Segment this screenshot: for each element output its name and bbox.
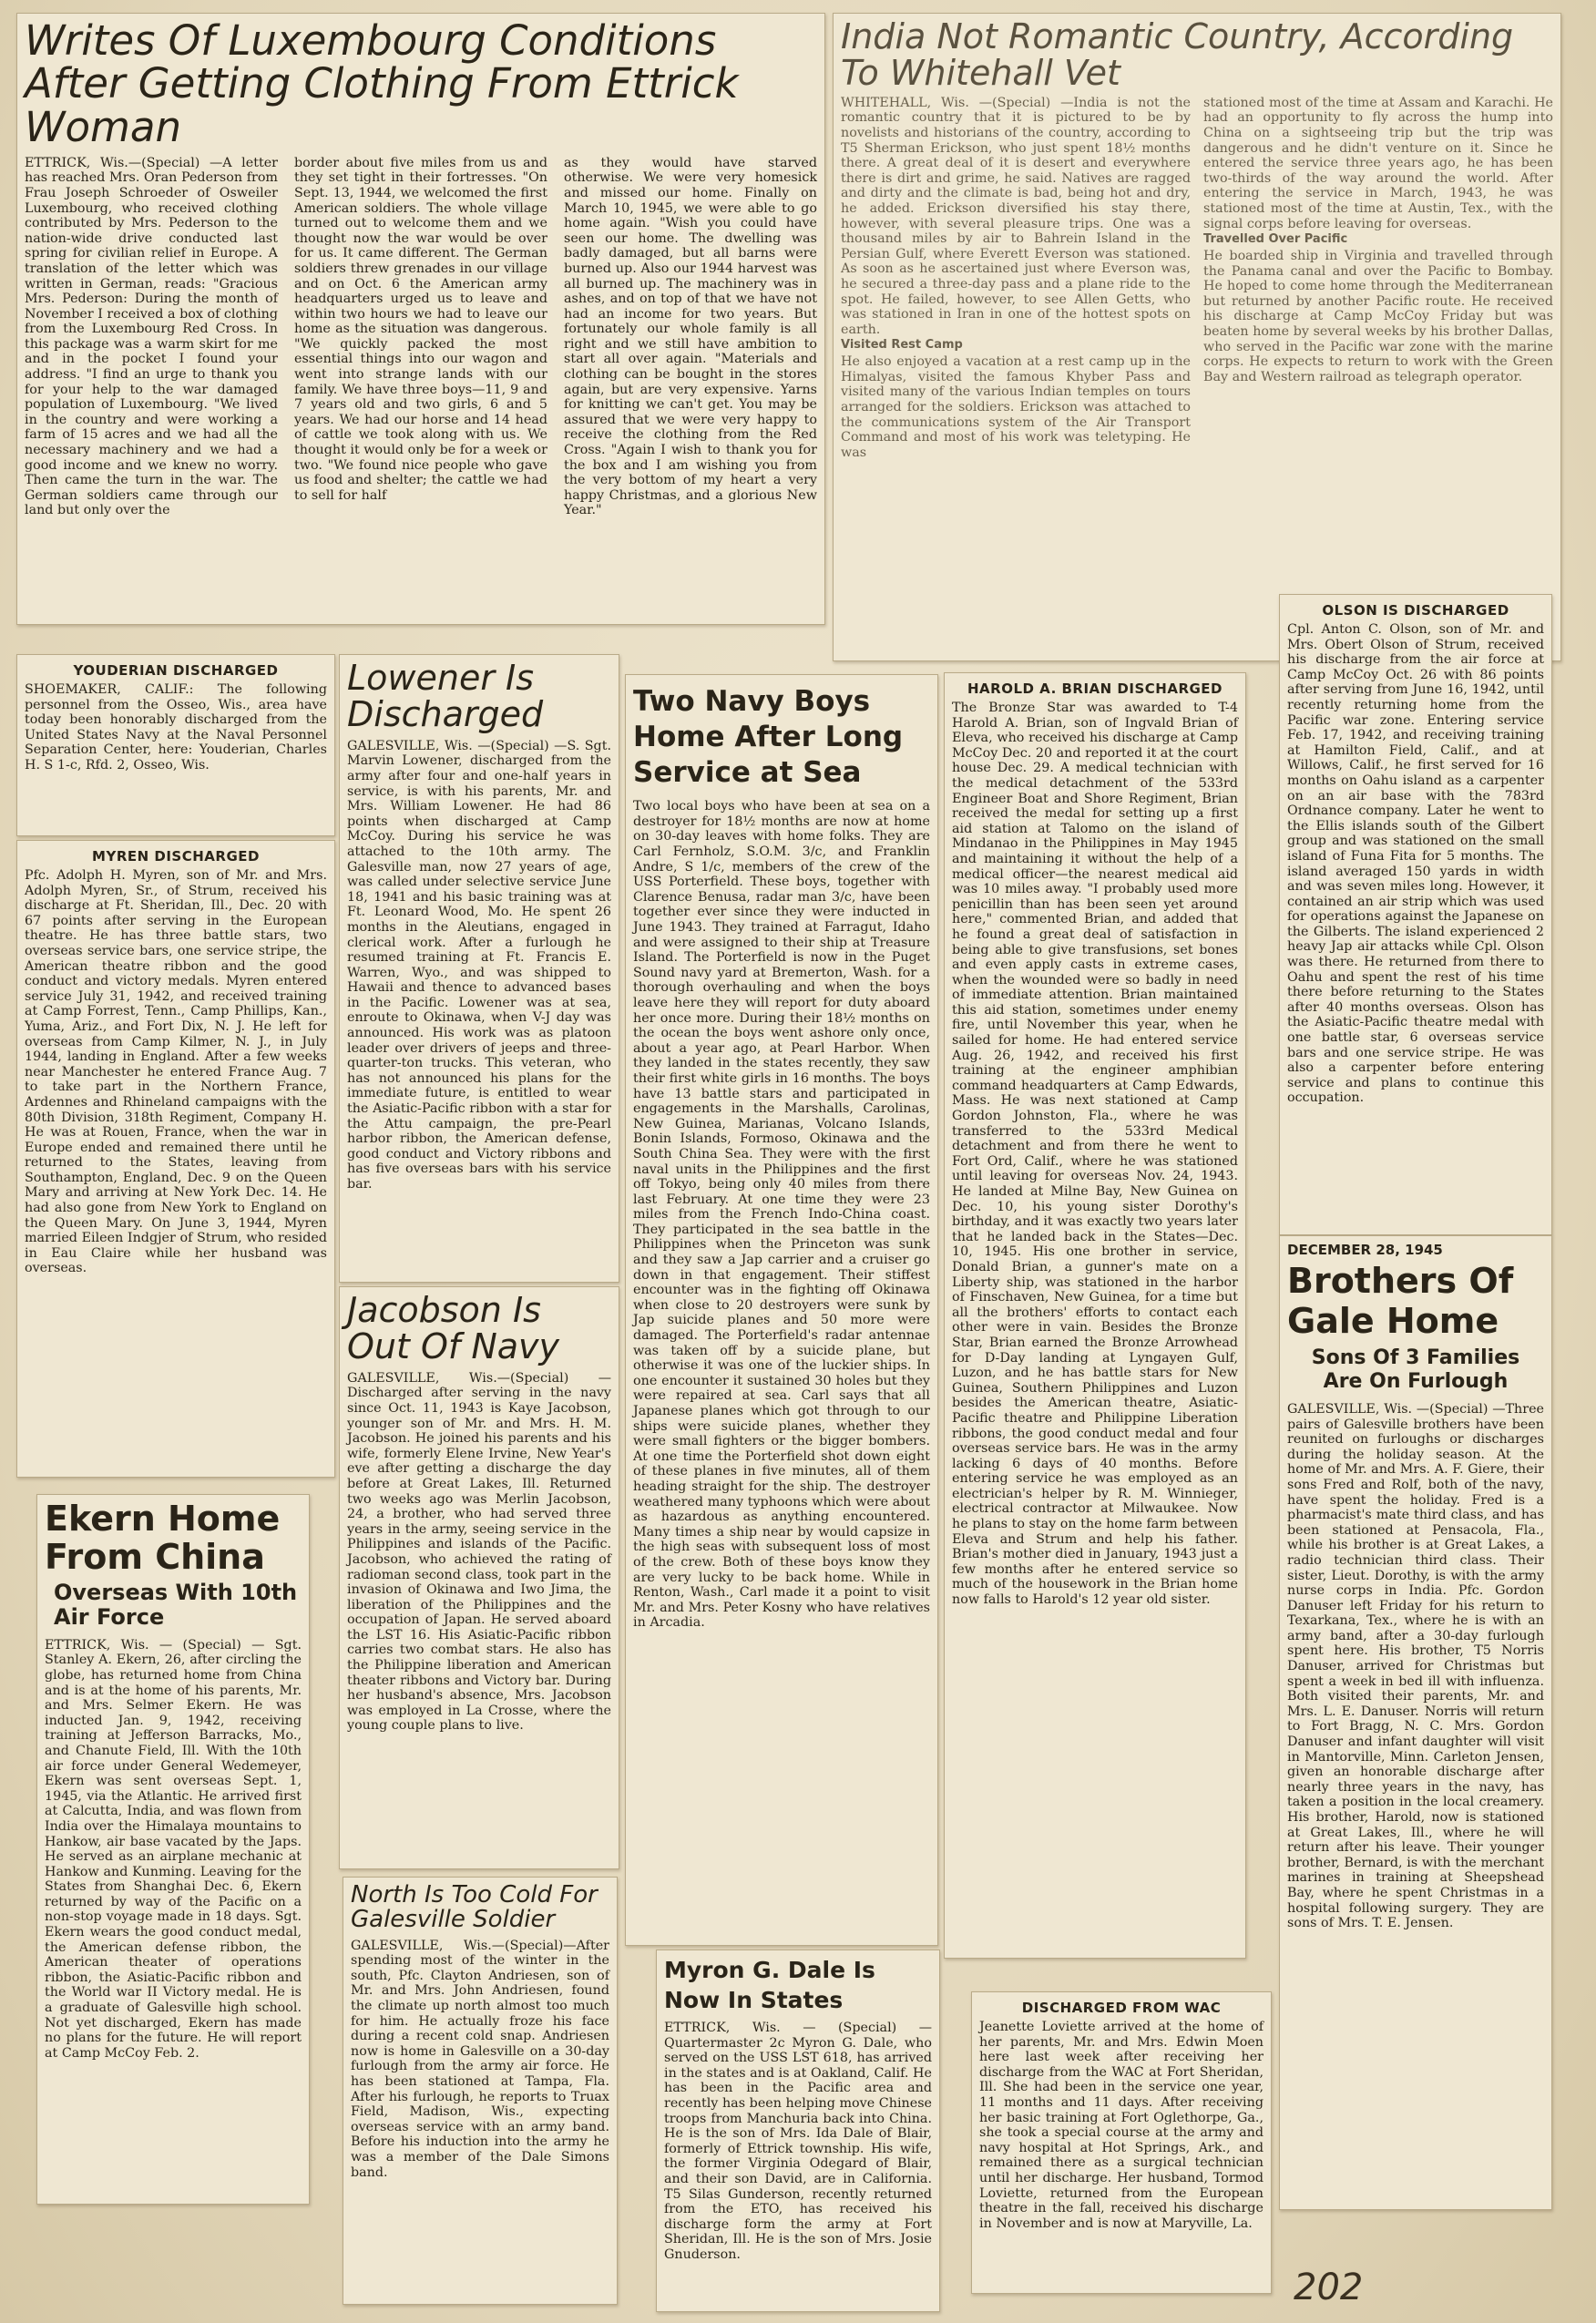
article-subhead: Travelled Over Pacific [1203, 232, 1348, 247]
article-headline: DISCHARGED FROM WAC [1021, 2000, 1222, 2016]
article-column: He also enjoyed a vacation at a rest camp up in the Himalyas, visited the famous Khyber Pass and visited many of the various Indian temples on tours arranged for the soldiers. Erickson was attached to the communications system of the Air Transport Command and most of his work was teletyping. He was [841, 354, 1191, 460]
article-body: SHOEMAKER, CALIF.: The following personnel from the Osseo, Wis., area have today been honorably discharged from the United States Navy at the Naval Personnel Separation Center, here: Youderian, Charles H. S 1-c, Rfd. 2, Osseo, Wis. [25, 682, 327, 773]
article-body: The Bronze Star was awarded to T-4 Harold A. Brian, son of Ingvald Brian of Eleva, who received his discharge at Camp McCoy Dec. 20 and reported it at the court house Dec. 29. A medical technician with the medical detachment of the 533rd Engineer Boat and Shore Regiment, Brian received the medal for setting up a first aid station at Talomo on the island of Mindanao in the Philippines in May 1945 and maintaining it without the help of a medical officer—the nearest medical aid was 10 miles away. "I probably used more penicillin than has been seen yet around here," commented Brian, and added that he found a great deal of satisfaction in being able to give transfusions, set bones and even apply casts in extreme cases, when the wounded were so badly in need of immediate attention. Brian maintained this aid station, sometimes under enemy fire, until November this year, when he sailed for home. He had entered service Aug. 26, 1942, and received his first training at the engineer amphibian command headquarters at Camp Edwards, Mass. He was next stationed at Camp Gordon Johnston, Fla., where he was transferred to the 533rd Medical detachment and from there he went to Fort Ord, Calif., where he was stationed until leaving for overseas Nov. 24, 1943. He landed at Milne Bay, New Guinea on Dec. 10, his young sister Dorothy's birthday, and it was exactly two years later that he landed back in the States—Dec. 10, 1945. His one brother in service, Donald Brian, a gunner's mate on a Liberty ship, was stationed in the harbor of Finschaven, New Guinea, for a time but all the brothers' efforts to contact each other were in vain. Besides the Bronze Star, Brian earned the Bronze Arrowhead for D-Day landing at Lyngayen Gulf, Luzon, and he has battle stars for New Guinea, Southern Philippines and Luzon besides the American theatre, Asiatic-Pacific theatre and Philippine Liberation ribbons, the good conduct medal and four overseas service bars. He was in the army lacking 6 days of 40 months. Before entering service he was employed as an electrician's helper by R. M. Winnieger, electrical contractor at Milwaukee. Now he plans to stay on the home farm between Eleva and Strum and help his father. Brian's mother died in January, 1943 just a few months after he entered service so much of the housework in the Brian home now falls to Harold's 12 year old sister. [952, 701, 1238, 1608]
article-dateline: DECEMBER 28, 1945 [1287, 1242, 1443, 1258]
article-navy-boys [625, 674, 938, 1946]
article-subhead: Visited Rest Camp [841, 338, 963, 353]
page-number: 202 [1294, 2267, 1364, 2308]
article-myren [16, 840, 335, 1478]
article-headline: YOUDERIAN DISCHARGED [73, 662, 279, 679]
article-luxembourg [16, 13, 825, 625]
article-dale [656, 1949, 940, 2312]
article-ekern [36, 1494, 310, 2205]
article-headline: MYREN DISCHARGED [92, 848, 260, 865]
article-body: GALESVILLE, Wis.—(Special) —Discharged after serving in the navy since Oct. 11, 1943 is Kaye Jacobson, younger son of Mr. and Mrs. H. M. Jacobson. He joined his parents and his wife, formerly Elene Irvine, New Year's eve after getting a discharge the day before at Great Lakes, Ill. Returned two weeks ago was Merlin Jacobson, 24, a brother, who had served three years in the army, seeing service in the Philippines and islands of the Pacific. Jacobson, who achieved the rating of radioman second class, took part in the invasion of Okinawa and Iwo Jima, the liberation of the Philippines and the occupation of Japan. He served aboard the LST 16. His Asiatic-Pacific ribbon carries two combat stars. He also has the Philippine liberation and American theater ribbons and Victory bar. During her husband's absence, Mrs. Jacobson was employed in La Crosse, where the young couple plans to live. [347, 1370, 611, 1734]
article-body: Two local boys who have been at sea on a destroyer for 18½ months are now at home on 30-day leaves with home folks. They are Carl Fernholz, S.O.M. 3/c, and Franklin Andre, S 1/c, members of the crew of the USS Porterfield. These boys, together with Clarence Benusa, radar man 3/c, have been together ever since they were inducted in June 1943. They trained at Farragut, Idaho and were assigned to their ship at Treasure Island. The Porterfield is now in the Puget Sound navy yard at Bremerton, Wash. for a thorough overhauling and when the boys leave here they will report for duty aboard her once more. During their 18½ months on the ocean the boys went ashore only once, about a year ago, at Pearl Harbor. When they landed in the states recently, they saw their first white girls in 16 months. The boys have 13 battle stars and participated in engagements in the Marshalls, Carolinas, New Guinea, Marianas, Volcano Islands, Bonin Islands, Formoso, Okinawa and the South China Sea. They were with the first naval units in the Philippines and the first off Tokyo, being only 40 miles from there last February. At one time they were 23 miles from the French Indo-China coast. They participated in the sea battle in the Philippines when the Princeton was sunk and they saw a Jap carrier and a cruiser go down in that engagement. Their stiffest encounter was in the fighting off Okinawa when close to 20 destroyers were sunk by Jap suicide planes and 50 more were damaged. The Porterfield's radar antennae was taken off by a suicide plane, but otherwise it was one of the luckier ships. In one encounter it sustained 30 holes but they were repaired at sea. Carl says that all Japanese planes which got through to our ships were suicide planes, whether they were small fighters or the bigger bombers. At one time the Porterfield shot down eight of these planes in five minutes, all of them heading straight for the ship. The destroyer weathered many typhoons which were about as hazardous as anything encountered. Many times a ship near by would capsize in the high seas with subsequent loss of most of the crew. Both of these boys know they are very lucky to be back home. While in Renton, Wash., Carl made it a point to visit Mr. and Mrs. Peter Kosny who have relatives in Arcadia. [633, 799, 930, 1631]
article-headline: India Not Romantic Country, According To Whitehall Vet [841, 16, 1514, 93]
article-headline: OLSON IS DISCHARGED [1322, 602, 1509, 619]
article-headline: North Is Too Cold For Galesville Soldier [351, 1881, 598, 1934]
article-wac [971, 1991, 1272, 2294]
article-column: as they would have starved otherwise. We were very homesick and missed our home. Finally on March 10, 1945, we were able to go home again. "Wish you could have seen our home. The dwelling was badly damaged, but all barns were burned up. Also our 1944 harvest was all burned up. The machinery was in ashes, and on top of that we have not had an income for two years. But fortunately our whole family is all right and we still have ambition to start all over again. "Materials and clothing can be bought in the stores again, but are very expensive. Yarns for knitting we can't get. You may be assured that we were very happy to receive the clothing from the Red Cross. "Again I wish to thank you for the box and I am wishing you from the very bottom of my heart a very happy Christmas, and a glorious New Year." [564, 155, 817, 518]
article-column: WHITEHALL, Wis. —(Special) —India is not the romantic country that it is pictured to be by novelists and historians of the country, according to T5 Sherman Erickson, who just spent 18½ months there. A great deal of it is desert and everywhere there is dirt and grime, he said. Natives are ragged and dirty and the climate is bad, being hot and dry, he added. Erickson diversified his stay there, however, with several pleasure trips. One was a thousand miles by air to Bahrein Island in the Persian Gulf, where Everett Everson was stationed. As soon as he ascertained just where Everson was, he secured a three-day pass and a plane ride to the spot. He failed, however, to see Allen Getts, who was stationed in Iran in one of the hottest spots on earth. [841, 95, 1191, 337]
article-column: stationed most of the time at Assam and Karachi. He had an opportunity to fly across the hump into China on a sightseeing trip but the trip was dangerous and he didn't venture on it. Since he entered the service three years ago, he has been two-thirds of the way around the world. After entering the service in March, 1943, he was stationed most of the time at Austin, Tex., with the signal corps before leaving for overseas. [1203, 95, 1553, 231]
article-body: GALESVILLE, Wis. —(Special) —Three pairs of Galesville brothers have been reunited on furloughs or discharges during the holiday season. At the home of Mr. and Mrs. A. F. Giere, their sons Fred and Rolf, both of the navy, have spent the holiday. Fred is a pharmacist's mate third class, and has been stationed at Pensacola, Fla., while his brother is at Great Lakes, a radio technician third class. Their sister, Lieut. Dorothy, is with the army nurse corps in India. Pfc. Gordon Danuser left Friday for his return to Texarkana, Tex., where he is with an army band, after a 30-day furlough spent here. His brother, T5 Norris Danuser, arrived for Christmas but spent a week in bed ill with influenza. Both visited their parents, Mr. and Mrs. L. E. Danuser. Norris will return to Fort Bragg, N. C. Mrs. Gordon Danuser and infant daughter will visit in Mantorville, Minn. Carleton Jensen, given an honorable discharge after nearly three years in the navy, has taken a position in the local creamery. His brother, Harold, now is stationed at Great Lakes, Ill., where he will return after his leave. Their younger brother, Bernard, is with the merchant marines in training at Sheepshead Bay, where he spent Christmas in a hospital following surgery. They are sons of Mrs. T. E. Jensen. [1287, 1401, 1544, 1931]
article-headline: Lowener Is Discharged [347, 658, 544, 734]
article-brian [944, 672, 1246, 1959]
article-lowener [339, 654, 619, 1283]
article-subhead: Overseas With 10th Air Force [54, 1579, 298, 1631]
article-olson [1279, 594, 1552, 1235]
article-body: Jeanette Loviette arrived at the home of her parents, Mr. and Mrs. Edwin Moen here last week after receiving her discharge from the WAC at Fort Sheridan, Ill. She had been in the service one year, 11 months and 11 days. After receiving her basic training at Fort Oglethorpe, Ga., she took a special course at the army and navy hospital at Hot Springs, Ark., and remained there as a surgical technician until her discharge. Her husband, Tormod Loviette, returned from the European theatre in the fall, received his discharge in November and is now at Maryville, La. [979, 2020, 1264, 2231]
article-subhead: Sons Of 3 Families Are On Furlough [1311, 1346, 1520, 1393]
article-body: Pfc. Adolph H. Myren, son of Mr. and Mrs. Adolph Myren, Sr., of Strum, received his discharge at Ft. Sheridan, Ill., Dec. 20 with 67 points after serving in the European theatre. He has three battle stars, two overseas service bars, one service stripe, the American theatre ribbon and the good conduct and victory medals. Myren entered service July 31, 1942, and received training at Camp Forrest, Tenn., Camp Phillips, Kan., Yuma, Ariz., and Fort Dix, N. J. He left for overseas from Camp Kilmer, N. J., in July 1944, landing in England. After a few weeks near Manchester he entered France Aug. 7 to take part in the Northern France, Ardennes and Rhineland campaigns with the 80th Division, 318th Regiment, Company H. He was at Rouen, France, when the war in Europe ended and remained there until he returned to the States, leaving from Southampton, England, Dec. 9 on the Queen Mary and arriving at New York Dec. 14. He had also gone from New York to England on the Queen Mary. On June 3, 1944, Myren married Eileen Indgjer of Strum, who resided in Eau Claire while her husband was overseas. [25, 868, 327, 1276]
article-headline: Jacobson Is Out Of Navy [347, 1290, 560, 1366]
article-youderian [16, 654, 335, 836]
article-column: border about five miles from us and they set tight in their fortresses. "On Sept. 13, 1944, we welcomed the first American soldiers. The whole village turned out to welcome them and we thought now the war would be over for us. It came different. The German soldiers threw grenades in our village and on Oct. 6 the American army headquarters urged us to leave and within two hours we had to leave our home as the situation was dangerous. "We quickly packed the most essential things into our wagon and went into strange lands with our family. We have three boys—11, 9 and 7 years old and two girls, 6 and 5 years. We had our horse and 14 head of cattle we took along with us. We thought it would only be for a week or two. "We found nice people who gave us food and shelter; the cattle we had to sell for half [294, 155, 547, 503]
article-body: GALESVILLE, Wis.—(Special)—After spending most of the winter in the south, Pfc. Clayton Andriesen, son of Mr. and Mrs. John Andriesen, found the climate up north almost too much for him. He actually froze his face during a recent cold snap. Andriesen now is home in Galesville on a 30-day furlough from the army air force. He has been stationed at Tampa, Fla. After his furlough, he reports to Truax Field, Madison, Wis., expecting overseas service with an army band. Before his induction into the army he was a member of the Dale Simons band. [351, 1938, 609, 2180]
article-column: He boarded ship in Virginia and travelled through the Panama canal and over the Pacific to Bombay. He hoped to come home through the Mediterranean but returned by another Pacific route. He received his discharge at Camp McCoy Friday but was beaten home by several weeks by his brother Dallas, who served in the Pacific war zone with the marine corps. He expects to return to work with the Green Bay and Western railroad as telegraph operator. [1203, 249, 1553, 384]
article-gale-brothers [1279, 1235, 1552, 2210]
article-headline: HAROLD A. BRIAN DISCHARGED [967, 681, 1223, 697]
article-body: Cpl. Anton C. Olson, son of Mr. and Mrs. Obert Olson of Strum, received his discharge from the air force at Camp McCoy Oct. 26 with 86 points after serving from June 16, 1942, until recently returning home from the Pacific war zone. Entering service Feb. 17, 1942, and receiving training at Hamilton Field, Calif., and at Willows, Calif., he first served for 16 months on Oahu island as a carpenter on an air base with the 783rd Ordnance company. Later he went to the Ellis islands south of the Gilbert group and was stationed on the small island of Funa Fita for 5 months. The island averaged 150 yards in width and was seven miles long. However, it contained an air strip which was used for operations against the Japanese on the Gilberts. The island experienced 2 heavy Jap air attacks while Cpl. Olson was there. He returned from there to Oahu and spent the rest of his time there before returning to the States after 40 months overseas. Olson has the Asiatic-Pacific theatre medal with one battle star, 6 overseas service bars and one service stripe. He was also a carpenter before entering service and plans to continue this occupation. [1287, 622, 1544, 1106]
article-body: ETTRICK, Wis. — (Special) — Quartermaster 2c Myron G. Dale, who served on the USS LST 618, has arrived in the states and is at Oakland, Calif. He has been in the Pacific area and recently has been helping move Chinese troops from Manchuria back into China. He is the son of Mrs. Ida Dale of Blair, formerly of Ettrick township. His wife, the former Virginia Odegard of Blair, and their son David, are in California. T5 Silas Gunderson, recently returned from the ETO, has received his discharge form the army at Fort Sheridan, Ill. He is the son of Mrs. Josie Gnuderson. [664, 2021, 932, 2262]
article-jacobson [339, 1286, 619, 1869]
article-headline: Brothers Of Gale Home [1287, 1261, 1514, 1341]
article-column: ETTRICK, Wis.—(Special) —A letter has reached Mrs. Oran Pederson from Frau Joseph Schroeder of Osweiler Luxembourg, who received clothing contributed by Mrs. Pederson to the nation-wide drive conducted last spring for civilian relief in Europe. A translation of the letter which was written in German, reads: "Gracious Mrs. Pederson: During the month of November I received a box of clothing from the Luxembourg Red Cross. In this package was a warm skirt for me and in the pocket I found your address. "I find an urge to thank you for your help to the war damaged population of Luxembourg. "We lived in the country and were working a farm of 15 acres and we had all the necessary machinery and we had a good income and we knew no worry. Then came the turn in the war. The German soldiers came through our land but only over the [25, 155, 278, 518]
article-headline: Writes Of Luxembourg Conditions After Getting Clothing From Ettrick Woman [25, 16, 739, 151]
article-headline: Myron G. Dale Is Now In States [664, 1957, 875, 2013]
article-india [833, 13, 1561, 661]
article-body: ETTRICK, Wis. — (Special) — Sgt. Stanley A. Ekern, 26, after circling the globe, has returned home from China and is at the home of his parents, Mr. and Mrs. Selmer Ekern. He was inducted Jan. 9, 1942, receiving training at Jefferson Barracks, Mo., and Chanute Field, Ill. With the 10th air force under General Wedemeyer, Ekern was sent overseas Sept. 1, 1945, via the Atlantic. He arrived first at Calcutta, India, and was flown from India over the Himalaya mountains to Hankow, air base vacated by the Japs. He served as an airplane mechanic at Hankow and Kunming. Leaving for the States from Shanghai Dec. 6, Ekern returned by way of the Pacific on a non-stop voyage made in 18 days. Sgt. Ekern wears the good conduct medal, the American defense ribbon, the American theater of operations ribbon, the Asiatic-Pacific ribbon and the World war II Victory medal. He is a graduate of Galesville high school. Not yet discharged, Ekern has made no plans for the future. He will report at Camp McCoy Feb. 2. [45, 1637, 302, 2061]
article-headline: Ekern Home From China [45, 1499, 281, 1577]
article-body: GALESVILLE, Wis. —(Special) —S. Sgt. Marvin Lowener, discharged from the army after four and one-half years in service, is with his parents, Mr. and Mrs. William Lowener. He had 86 points when discharged at Camp McCoy. During his service he was attached to the 10th army. The Galesville man, now 27 years of age, was called under selective service June 18, 1941 and his basic training was at Ft. Leonard Wood, Mo. He spent 26 months in the Aleutians, engaged in clerical work. After a furlough he resumed training at Ft. Francis E. Warren, Wyo., and was shipped to Hawaii and thence to advanced bases in the Pacific. Lowener was at sea, enroute to Okinawa, when V-J day was announced. His work was as platoon leader over drivers of jeeps and three-quarter-ton trucks. This veteran, who has not announced his plans for the immediate future, is entitled to wear the Asiatic-Pacific ribbon with a star for the Attu campaign, the pre-Pearl harbor ribbon, the American defense, good conduct and Victory ribbons and has five overseas bars with his service bar. [347, 738, 611, 1192]
article-north-cold [343, 1877, 618, 2305]
article-headline: Two Navy Boys Home After Long Service at Sea [633, 685, 904, 789]
